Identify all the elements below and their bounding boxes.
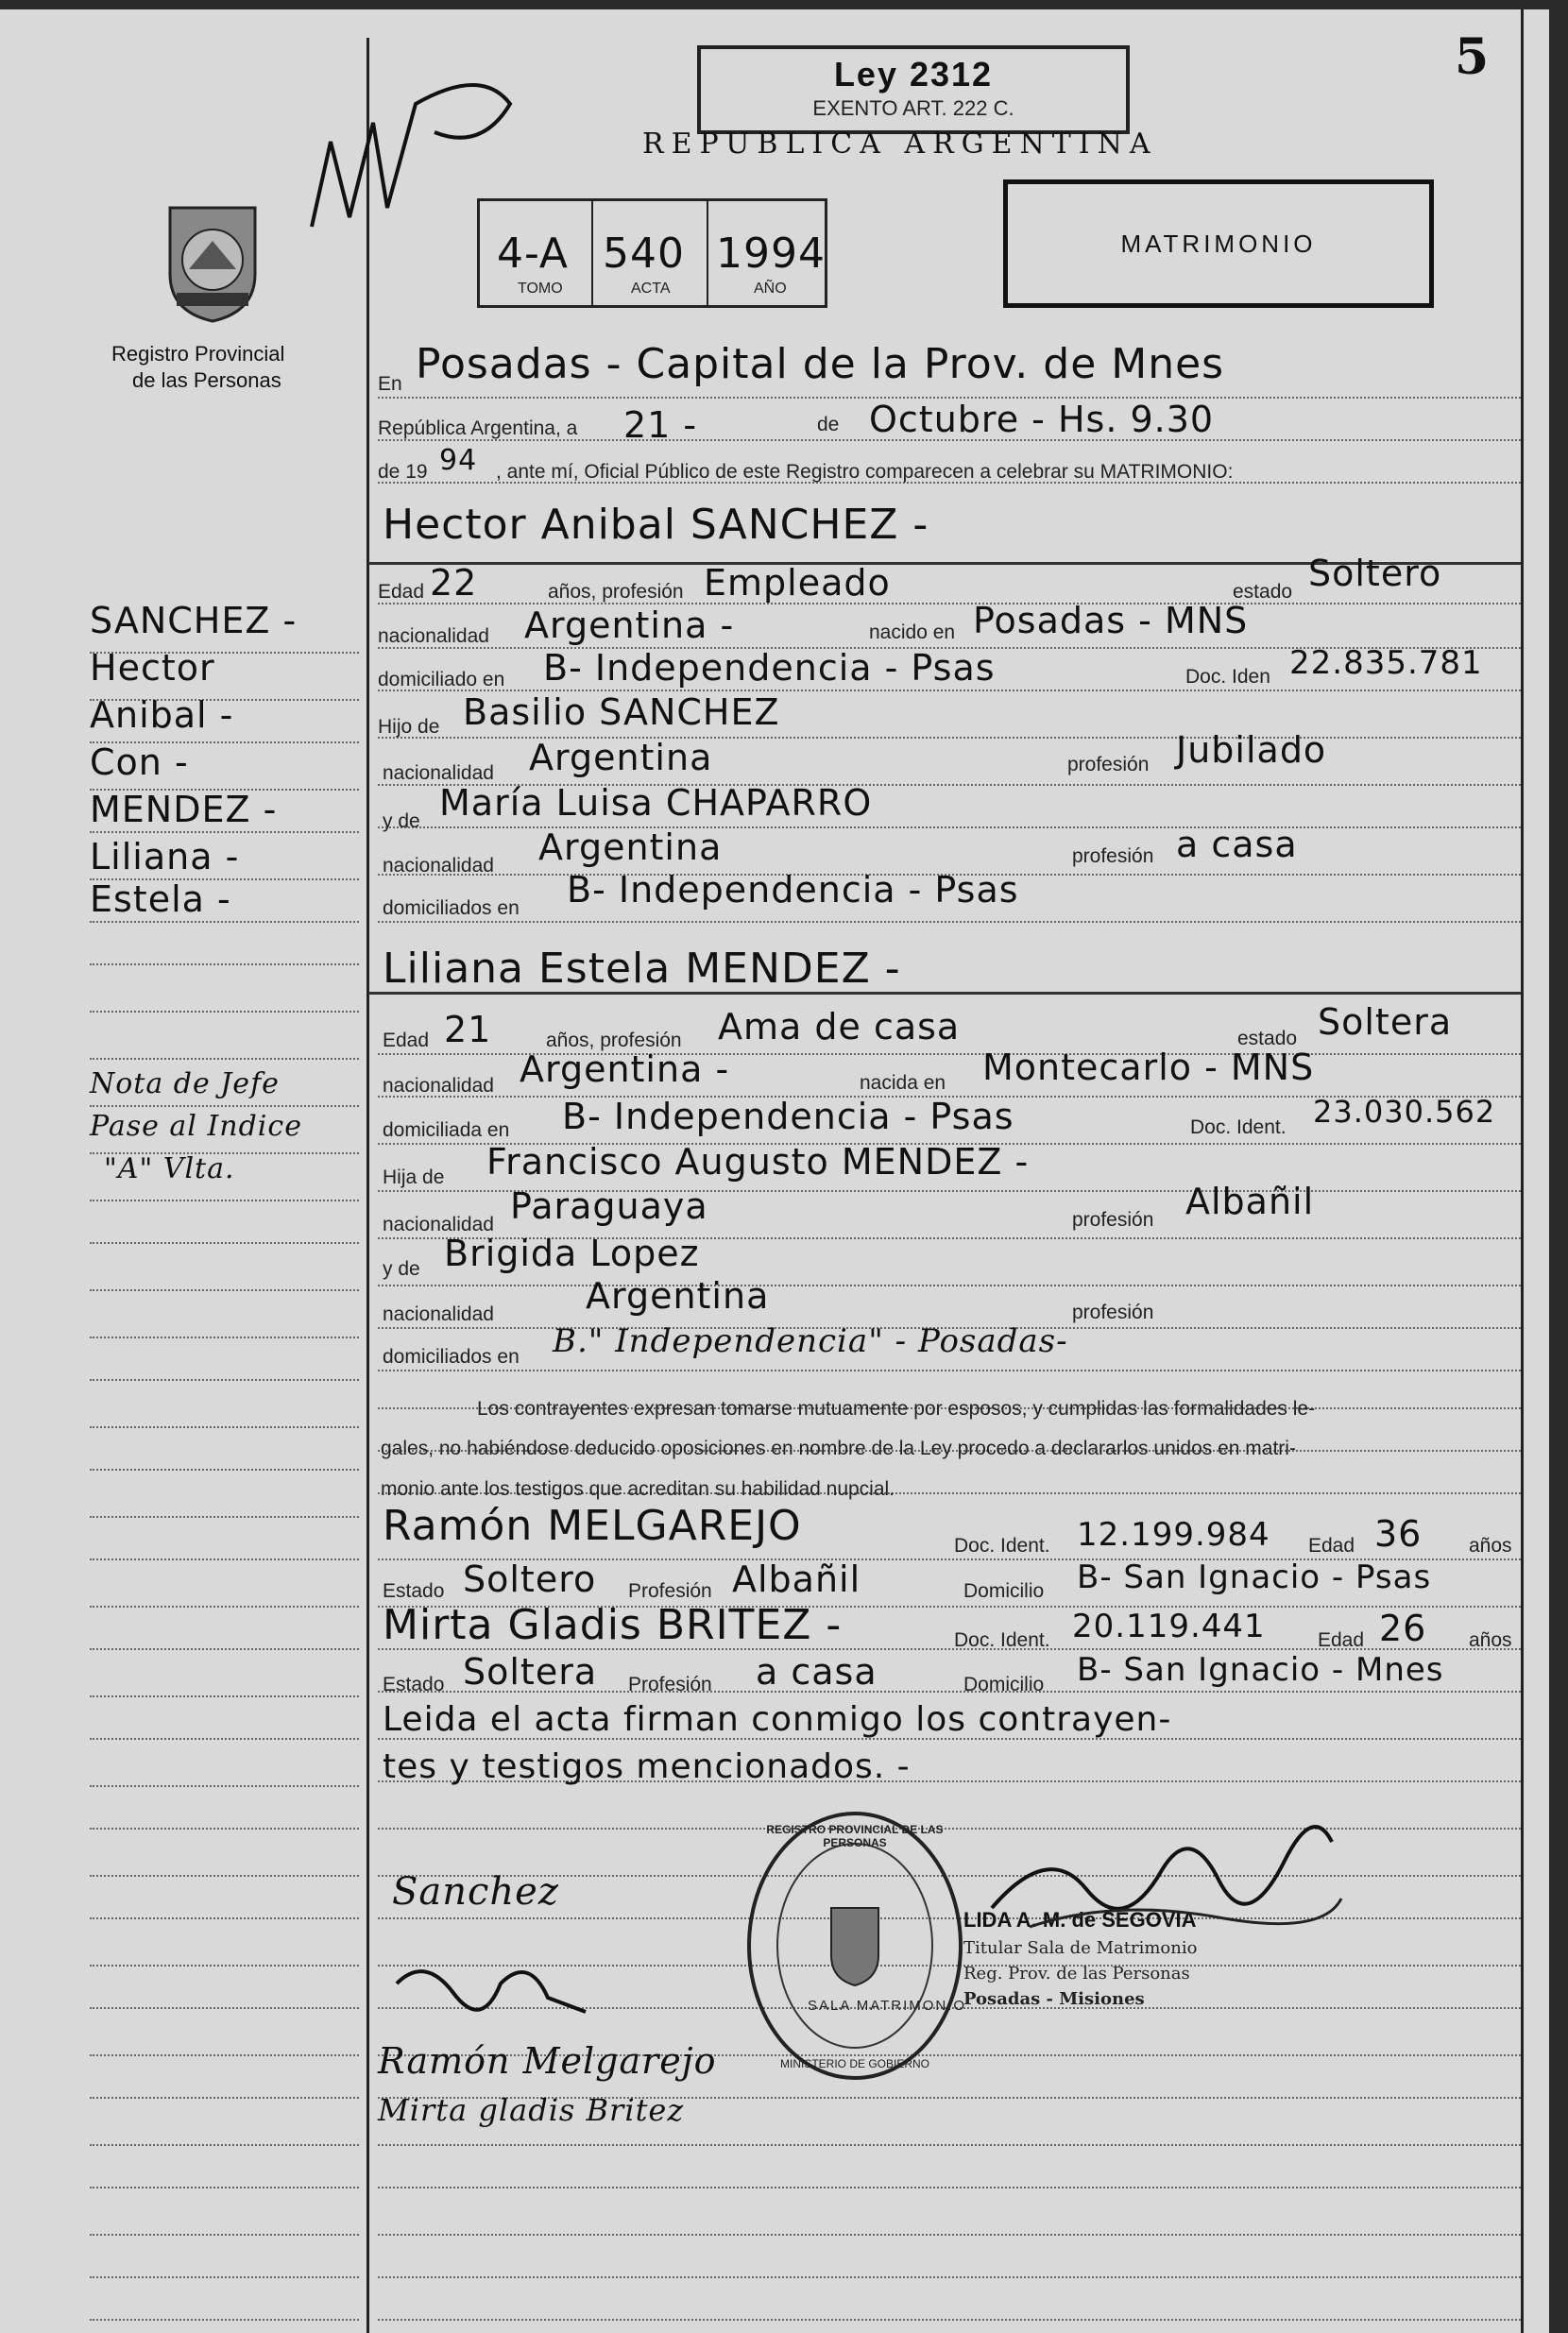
bride-padres-dom-label: domiciliados en [383,1346,520,1368]
groom-estado-label: estado [1233,581,1293,603]
formal-text-line1: Los contrayentes expresan tomarse mutuamente por esposos, y cumplidas las formalidades le- [477,1398,1316,1420]
bride-madre: Brigida Lopez [444,1233,700,1274]
witness2-dom-label: Domicilio [963,1674,1045,1695]
closing-line2: tes y testigos mencionados. - [383,1747,911,1786]
bride-padre: Francisco Augusto MENDEZ - [486,1141,1030,1183]
bride-name: Liliana Estela MENDEZ - [383,945,901,993]
margin-name-4: Con - [90,741,189,783]
formal-text-line3: monio ante los testigos que acreditan su habilidad nupcial. [381,1478,895,1500]
bride-madre-nac: Argentina [586,1275,770,1317]
witness2-profesion: a casa [756,1651,878,1693]
crest-emblem-icon [156,198,269,326]
bride-nacida: Montecarlo - MNS [982,1047,1315,1088]
right-margin-rule [1521,9,1524,2333]
month-value: Octubre - Hs. 9.30 [869,399,1215,440]
margin-name-3: Anibal - [90,694,234,736]
groom-padre-nac-label: nacionalidad [383,762,494,784]
witness1-dom-label: Domicilio [963,1580,1045,1602]
tomo-acta-box [477,198,827,308]
official-stamp-line2: Titular Sala de Matrimonio [963,1938,1198,1958]
witness2-edad-label: Edad [1318,1629,1365,1651]
witness1-estado-label: Estado [383,1580,445,1602]
groom-padres-dom-label: domiciliados en [383,897,520,919]
groom-name: Hector Anibal SANCHEZ - [383,501,929,549]
law-stamp-sub: EXENTO ART. 222 C. [812,96,1014,120]
groom-padres-dom: B- Independencia - Psas [567,869,1019,911]
registro-crest [156,198,269,326]
bride-anos-profesion: años, profesión [546,1030,682,1051]
margin-nota-3: "A" Vlta. [104,1152,235,1185]
law-stamp [697,45,1130,134]
witness2-prof-label: Profesión [628,1674,712,1695]
left-margin-rule [366,38,369,2333]
groom-dom-label: domiciliado en [378,669,505,690]
registro-line1: Registro Provincial [111,342,285,366]
bride-madre-prof-label: profesión [1072,1302,1154,1323]
groom-hijo-label: Hijo de [378,716,440,738]
groom-nacido: Posadas - MNS [973,600,1249,641]
witness2-name: Mirta Gladis BRITEZ - [383,1601,843,1649]
witness1-anos: años [1469,1535,1512,1557]
ante-text: , ante mí, Oficial Público de este Registro comparecen a celebrar su MATRIMONIO: [496,461,1234,483]
marriage-certificate-page [0,9,1549,2333]
groom-domicilio: B- Independencia - Psas [543,647,996,689]
witness1-domicilio: B- San Ignacio - Psas [1077,1558,1432,1596]
ano-label: AÑO [754,281,787,297]
witness2-estado-label: Estado [383,1674,445,1695]
bride-padre-prof-label: profesión [1072,1209,1154,1231]
acta-value: 540 [603,230,685,278]
margin-name-2: Hector [90,647,215,689]
groom-doc: 22.835.781 [1289,644,1483,682]
witness2-domicilio: B- San Ignacio - Mnes [1077,1651,1444,1689]
initials-scribble-icon [293,47,529,246]
groom-estado: Soltero [1308,553,1442,594]
bride-padre-nac: Paraguaya [510,1185,708,1227]
groom-madre-prof-label: profesión [1072,845,1154,867]
groom-madre-nac-label: nacionalidad [383,855,494,877]
witness2-estado: Soltera [463,1651,598,1693]
registro-line2: de las Personas [132,368,281,392]
bride-doc-label: Doc. Ident. [1190,1116,1287,1138]
bride-hija-label: Hija de [383,1166,445,1188]
official-stamp-line3: Reg. Prov. de las Personas [963,1964,1190,1984]
witness1-prof-label: Profesión [628,1580,712,1602]
bride-nacida-label: nacida en [860,1072,946,1094]
closing-line1: Leida el acta firman conmigo los contrayen- [383,1700,1172,1739]
tomo-value: 4-A [497,230,570,278]
witness1-doc-label: Doc. Ident. [954,1535,1050,1557]
groom-yde-label: y de [383,810,420,832]
bride-edad: 21 [444,1009,492,1050]
witness2-doc-label: Doc. Ident. [954,1629,1050,1651]
groom-padre-nac: Argentina [529,737,713,778]
en-value: Posadas - Capital de la Prov. de Mnes [416,340,1225,388]
de-label: de [817,414,840,435]
round-seal-inner: SALA MATRIMONIO [808,1998,967,2014]
bride-padre-nac-label: nacionalidad [383,1214,494,1235]
law-stamp-title: Ley 2312 [833,55,994,94]
republica-label: República Argentina, a [378,417,578,439]
groom-edad-label: Edad [378,581,425,603]
groom-padre-prof: Jubilado [1176,729,1327,771]
page-number: 5 [1455,28,1490,86]
signature-scribble-icon [387,1946,605,2021]
official-signature-icon [973,1785,1351,1946]
signature-1: Sanchez [392,1870,559,1914]
groom-padre: Basilio SANCHEZ [463,691,780,733]
bride-yde-label: y de [383,1258,420,1280]
bride-nac-label: nacionalidad [383,1075,494,1097]
round-seal-ring: REGISTRO PROVINCIAL DE LAS PERSONAS [766,1823,944,1849]
groom-madre-nac: Argentina [538,826,723,868]
groom-doc-label: Doc. Iden [1185,666,1270,688]
witness2-doc: 20.119.441 [1072,1608,1266,1645]
en-label: En [378,373,402,395]
groom-edad: 22 [430,562,478,604]
bride-nacionalidad: Argentina - [520,1048,730,1090]
margin-name-1: SANCHEZ - [90,600,298,641]
groom-nacionalidad: Argentina - [524,605,735,646]
margin-name-6: Liliana - [90,836,240,877]
witness1-edad: 36 [1374,1513,1423,1555]
round-seal-bottom: MINISTERIO DE GOBIERNO [779,2057,929,2070]
bride-estado: Soltera [1318,1001,1453,1043]
round-seal [741,1804,968,2087]
formal-text-line2: gales, no habiéndose deducido oposiciones en nombre de la Ley procedo a declararlos unidos en matri- [381,1438,1296,1459]
year-value: 94 [439,444,478,477]
groom-nac-label: nacionalidad [378,625,489,647]
witness1-estado: Soltero [463,1558,597,1600]
signature-3: Mirta gladis Britez [378,2092,685,2128]
bride-profesion: Ama de casa [718,1006,961,1047]
republic-heading: REPUBLICA ARGENTINA [642,128,1158,161]
witness1-doc: 12.199.984 [1077,1516,1270,1554]
witness1-profesion: Albañil [732,1558,861,1600]
bride-edad-label: Edad [383,1030,430,1051]
groom-madre: María Luisa CHAPARRO [439,782,873,824]
bride-dom-label: domiciliada en [383,1119,510,1141]
bride-madre-nac-label: nacionalidad [383,1303,494,1325]
ano-value: 1994 [716,230,826,278]
de19-label: de 19 [378,461,428,483]
document-type-box [1003,179,1434,308]
official-stamp-line1: LIDA A. M. de SEGOVIA [963,1908,1197,1932]
document-type-label: MATRIMONIO [1120,229,1317,258]
groom-anos-profesion: años, profesión [548,581,684,603]
witness1-edad-label: Edad [1308,1535,1355,1557]
signature-2: Ramón Melgarejo [378,2040,717,2082]
bride-padres-dom: B." Independencia" - Posadas- [553,1322,1068,1360]
groom-profesion: Empleado [704,562,891,604]
witness2-anos: años [1469,1629,1512,1651]
day-value: 21 - [623,404,698,446]
bride-padre-prof: Albañil [1185,1181,1315,1222]
official-stamp-line4: Posadas - Misiones [963,1989,1145,2009]
margin-name-5: MENDEZ - [90,789,278,830]
bride-estado-label: estado [1237,1028,1298,1049]
groom-madre-prof: a casa [1176,824,1298,865]
margin-nota-1: Nota de Jefe [90,1067,280,1100]
margin-name-7: Estela - [90,878,231,920]
witness2-edad: 26 [1379,1608,1427,1649]
tomo-label: TOMO [518,281,563,297]
acta-label: ACTA [631,281,671,297]
groom-padre-prof-label: profesión [1067,754,1150,775]
witness1-name: Ramón MELGAREJO [383,1502,802,1550]
bride-doc: 23.030.562 [1313,1094,1496,1130]
bride-domicilio: B- Independencia - Psas [562,1096,1014,1137]
groom-nacido-label: nacido en [869,622,956,643]
margin-nota-2: Pase al Indice [90,1110,302,1143]
